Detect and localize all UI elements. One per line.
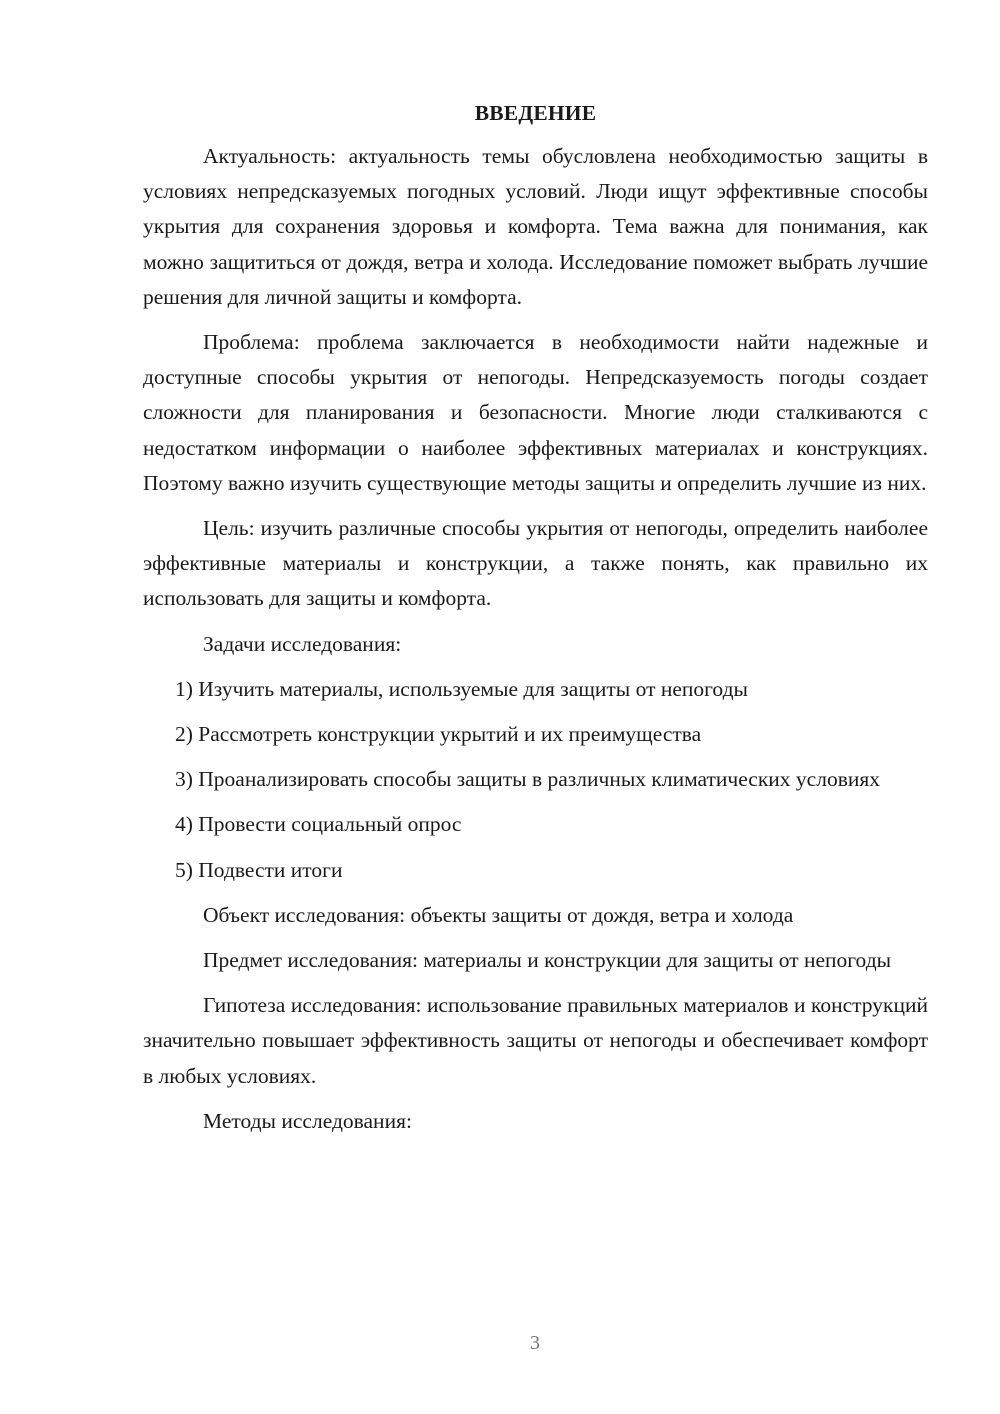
section-heading: ВВЕДЕНИЕ	[474, 101, 597, 125]
tasks-list	[143, 672, 928, 888]
page-number: 3	[530, 1332, 540, 1354]
task-item: 3) Проанализировать способы защиты в различных климатических условиях	[175, 767, 880, 792]
document-body	[143, 96, 928, 1149]
task-item: 2) Рассмотреть конструкции укрытий и их преимущества	[175, 722, 702, 747]
subject-paragraph: Предмет исследования: материалы и конструкции для защиты от непогоды	[203, 948, 892, 973]
hypothesis-paragraph: Гипотеза исследования: использование правильных материалов и конструкций значительно повышает эффективность защиты от непогоды и обеспечивает комфорт в любых условиях.	[143, 993, 928, 1088]
methods-label: Методы исследования:	[203, 1108, 412, 1133]
object-paragraph: Объект исследования: объекты защиты от дождя, ветра и холода	[203, 902, 794, 927]
goal-paragraph: Цель: изучить различные способы укрытия от непогоды, определить наиболее эффективные материалы и конструкции, а также понять, как правильно их использовать для защиты и комфорта.	[143, 516, 928, 611]
tasks-label: Задачи исследования:	[203, 631, 402, 656]
task-item: 5) Подвести итоги	[175, 857, 343, 882]
actuality-paragraph: Актуальность: актуальность темы обусловлена необходимостью защиты в условиях непредсказуемых погодных условий. Люди ищут эффективные способы укрытия для сохранения здоровья и комфорта. Тема важна для понимания, как можно защититься от дождя, ветра и холода. Исследование поможет выбрать лучшие решения для личной защиты и комфорта.	[143, 144, 928, 309]
task-item: 1) Изучить материалы, используемые для защиты от непогоды	[175, 676, 748, 701]
problem-paragraph: Проблема: проблема заключается в необходимости найти надежные и доступные способы укрытия от непогоды. Непредсказуемость погоды создает сложности для планирования и безопасности. Многие люди сталкиваются с недостатком информации о наиболее эффективных материалах и конструкциях. Поэтому важно изучить существующие методы защиты и определить лучшие из них.	[143, 330, 928, 495]
task-item: 4) Провести социальный опрос	[175, 812, 462, 837]
